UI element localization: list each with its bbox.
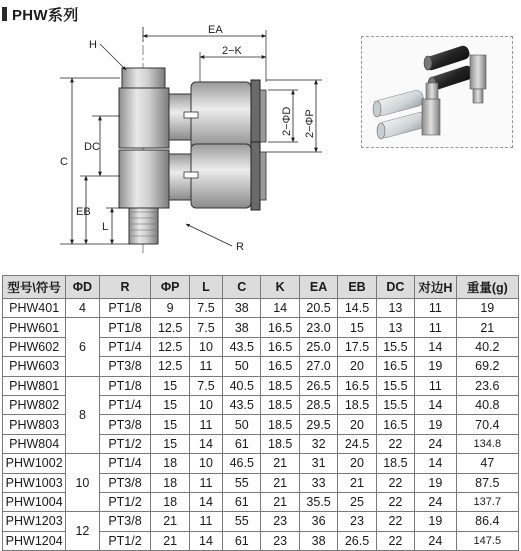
cell-k: 21: [261, 473, 299, 492]
cell-c: 61: [223, 531, 261, 550]
table-body: [3, 299, 519, 551]
cell-l: 11: [189, 473, 222, 492]
column-header: ΦD: [66, 276, 99, 299]
cell-k: 16.5: [261, 318, 299, 337]
cell-p: 18: [151, 473, 189, 492]
cell-w: 47: [456, 454, 518, 473]
cell-dc: 15.5: [376, 337, 414, 356]
table-header-row: [3, 276, 519, 299]
table-row: [3, 318, 519, 337]
cell-w: 134.8: [456, 434, 518, 453]
cell-c: 55: [223, 512, 261, 531]
cell-eb: 16.5: [338, 376, 376, 395]
cell-eb: 18.5: [338, 395, 376, 414]
cell-p: 15: [151, 395, 189, 414]
cell-l: 14: [189, 531, 222, 550]
column-header: L: [189, 276, 222, 299]
cell-k: 23: [261, 531, 299, 550]
cell-ea: 20.5: [299, 299, 337, 318]
cell-w: 40.8: [456, 395, 518, 414]
cell-c: 46.5: [223, 454, 261, 473]
thread-stem: [129, 208, 158, 244]
drawing-svg: [0, 22, 345, 260]
cell-eb: 21: [338, 473, 376, 492]
cell-h: 19: [415, 473, 457, 492]
cell-phi-d: 12: [66, 512, 99, 551]
cell-dc: 15.5: [376, 376, 414, 395]
cell-c: 38: [223, 299, 261, 318]
cell-p: 12.5: [151, 318, 189, 337]
cell-c: 55: [223, 473, 261, 492]
page-title: PHW系列: [12, 7, 79, 24]
cell-w: 69.2: [456, 357, 518, 376]
cell-eb: 20: [338, 415, 376, 434]
cell-ea: 31: [299, 454, 337, 473]
cell-w: 147.5: [456, 531, 518, 550]
cell-l: 10: [189, 454, 222, 473]
cell-p: 15: [151, 415, 189, 434]
cell-l: 7.5: [189, 376, 222, 395]
cell-k: 21: [261, 492, 299, 511]
column-header: 重量(g): [456, 276, 518, 299]
cell-k: 18.5: [261, 415, 299, 434]
cell-l: 14: [189, 434, 222, 453]
cell-model: PHW1003: [3, 473, 66, 492]
cell-h: 24: [415, 492, 457, 511]
product-photo-svg: [362, 37, 512, 147]
cell-r: PT1/8: [99, 376, 151, 395]
cell-ea: 33: [299, 473, 337, 492]
cell-w: 70.4: [456, 415, 518, 434]
cell-w: 87.5: [456, 473, 518, 492]
cell-w: 23.6: [456, 376, 518, 395]
cell-dc: 16.5: [376, 415, 414, 434]
cell-r: PT3/8: [99, 512, 151, 531]
cell-l: 10: [189, 337, 222, 356]
cell-dc: 22: [376, 492, 414, 511]
cell-ea: 35.5: [299, 492, 337, 511]
cell-dc: 22: [376, 512, 414, 531]
ea-label: EA: [208, 24, 223, 36]
cell-phi-d: 6: [66, 318, 99, 376]
cell-r: PT1/2: [99, 492, 151, 511]
cell-eb: 20: [338, 357, 376, 376]
cell-model: PHW602: [3, 337, 66, 356]
cell-model: PHW803: [3, 415, 66, 434]
cell-h: 19: [415, 415, 457, 434]
cell-ea: 28.5: [299, 395, 337, 414]
technical-drawing: [0, 22, 345, 260]
cell-eb: 24.5: [338, 434, 376, 453]
cell-eb: 20: [338, 454, 376, 473]
cell-model: PHW802: [3, 395, 66, 414]
lower-fitting-collet: [251, 142, 260, 210]
cell-k: 23: [261, 512, 299, 531]
cell-l: 14: [189, 492, 222, 511]
cell-k: 18.5: [261, 376, 299, 395]
cell-model: PHW601: [3, 318, 66, 337]
cell-h: 14: [415, 454, 457, 473]
cell-l: 7.5: [189, 318, 222, 337]
cell-p: 18: [151, 492, 189, 511]
cell-c: 40.5: [223, 376, 261, 395]
lower-fitting-body: [191, 144, 251, 208]
cell-p: 15: [151, 376, 189, 395]
column-header: R: [99, 276, 151, 299]
cell-c: 61: [223, 434, 261, 453]
cell-p: 12.5: [151, 357, 189, 376]
cell-ea: 23.0: [299, 318, 337, 337]
table-row: [3, 376, 519, 395]
cell-c: 43.5: [223, 395, 261, 414]
cell-dc: 13: [376, 318, 414, 337]
cell-phi-d: 10: [66, 454, 99, 512]
cell-eb: 17.5: [338, 337, 376, 356]
cell-dc: 16.5: [376, 357, 414, 376]
cell-model: PHW1204: [3, 531, 66, 550]
cell-p: 15: [151, 434, 189, 453]
cell-eb: 25: [338, 492, 376, 511]
cell-l: 11: [189, 357, 222, 376]
cell-ea: 38: [299, 531, 337, 550]
cell-model: PHW804: [3, 434, 66, 453]
cell-model: PHW1002: [3, 454, 66, 473]
cell-model: PHW1203: [3, 512, 66, 531]
cell-ea: 36: [299, 512, 337, 531]
cell-r: PT1/8: [99, 318, 151, 337]
column-header: DC: [376, 276, 414, 299]
cell-w: 40.2: [456, 337, 518, 356]
cell-phi-d: 8: [66, 376, 99, 454]
cell-dc: 13: [376, 299, 414, 318]
h-label: H: [89, 39, 97, 51]
cell-ea: 26.5: [299, 376, 337, 395]
cell-r: PT1/8: [99, 299, 151, 318]
upper-fitting-collet: [251, 80, 260, 152]
cell-dc: 18.5: [376, 454, 414, 473]
two-phi-p-label: 2−ΦP: [304, 109, 316, 138]
cell-r: PT3/8: [99, 415, 151, 434]
table-row: [3, 299, 519, 318]
cell-eb: 23: [338, 512, 376, 531]
eb-label: EB: [76, 206, 91, 218]
cell-h: 24: [415, 531, 457, 550]
cell-model: PHW1004: [3, 492, 66, 511]
cell-c: 38: [223, 318, 261, 337]
cell-k: 18.5: [261, 434, 299, 453]
table-row: [3, 512, 519, 531]
cell-r: PT3/8: [99, 473, 151, 492]
cell-k: 18.5: [261, 395, 299, 414]
cell-model: PHW401: [3, 299, 66, 318]
cell-w: 137.7: [456, 492, 518, 511]
cell-dc: 22: [376, 434, 414, 453]
cell-p: 9: [151, 299, 189, 318]
c-label: C: [60, 156, 68, 168]
cell-w: 21: [456, 318, 518, 337]
cell-ea: 29.5: [299, 415, 337, 434]
column-header: 型号\符号: [3, 276, 66, 299]
cell-k: 21: [261, 454, 299, 473]
two-phi-d-label: 2−ΦD: [281, 106, 293, 136]
r-label: R: [236, 241, 244, 253]
cell-ea: 32: [299, 434, 337, 453]
cell-w: 19: [456, 299, 518, 318]
l-label: L: [102, 221, 109, 233]
cell-p: 21: [151, 512, 189, 531]
dc-label: DC: [84, 141, 100, 153]
cell-l: 11: [189, 415, 222, 434]
column-header: C: [223, 276, 261, 299]
hex-head: [122, 68, 165, 88]
cell-h: 24: [415, 434, 457, 453]
cell-l: 10: [189, 395, 222, 414]
cell-r: PT1/2: [99, 531, 151, 550]
column-header: K: [261, 276, 299, 299]
cell-r: PT1/4: [99, 454, 151, 473]
cell-l: 11: [189, 512, 222, 531]
cell-eb: 14.5: [338, 299, 376, 318]
cell-dc: 22: [376, 473, 414, 492]
upper-fitting-body: [191, 82, 251, 150]
column-header: 对边H: [415, 276, 457, 299]
column-header: ΦP: [151, 276, 189, 299]
cell-l: 7.5: [189, 299, 222, 318]
cell-ea: 25.0: [299, 337, 337, 356]
cell-k: 14: [261, 299, 299, 318]
upper-body: [119, 88, 169, 148]
column-header: EA: [299, 276, 337, 299]
lower-body: [119, 150, 169, 208]
cell-eb: 26.5: [338, 531, 376, 550]
title-marker: [2, 7, 7, 21]
cell-p: 21: [151, 531, 189, 550]
cell-k: 16.5: [261, 337, 299, 356]
product-photo: [361, 36, 513, 148]
cell-phi-d: 4: [66, 299, 99, 318]
cell-k: 16.5: [261, 357, 299, 376]
cell-p: 18: [151, 454, 189, 473]
spec-table: [2, 275, 519, 551]
cell-dc: 15.5: [376, 395, 414, 414]
cell-c: 50: [223, 357, 261, 376]
column-header: EB: [338, 276, 376, 299]
cell-ea: 27.0: [299, 357, 337, 376]
cell-p: 12.5: [151, 337, 189, 356]
table-row: [3, 454, 519, 473]
cell-h: 19: [415, 357, 457, 376]
cell-h: 19: [415, 512, 457, 531]
cell-h: 11: [415, 299, 457, 318]
cell-h: 11: [415, 376, 457, 395]
cell-model: PHW603: [3, 357, 66, 376]
h-leader: [100, 44, 126, 70]
cell-r: PT1/4: [99, 395, 151, 414]
cell-h: 14: [415, 395, 457, 414]
cell-c: 50: [223, 415, 261, 434]
r-leader: [186, 224, 232, 246]
cell-r: PT1/4: [99, 337, 151, 356]
cell-model: PHW801: [3, 376, 66, 395]
cell-eb: 15: [338, 318, 376, 337]
cell-c: 43.5: [223, 337, 261, 356]
cell-h: 11: [415, 318, 457, 337]
white-fitting-icon: [373, 83, 440, 139]
cell-r: PT1/2: [99, 434, 151, 453]
cell-c: 61: [223, 492, 261, 511]
cell-r: PT3/8: [99, 357, 151, 376]
cell-h: 14: [415, 337, 457, 356]
cell-w: 86.4: [456, 512, 518, 531]
cell-dc: 22: [376, 531, 414, 550]
two-k-label: 2−K: [222, 45, 242, 57]
